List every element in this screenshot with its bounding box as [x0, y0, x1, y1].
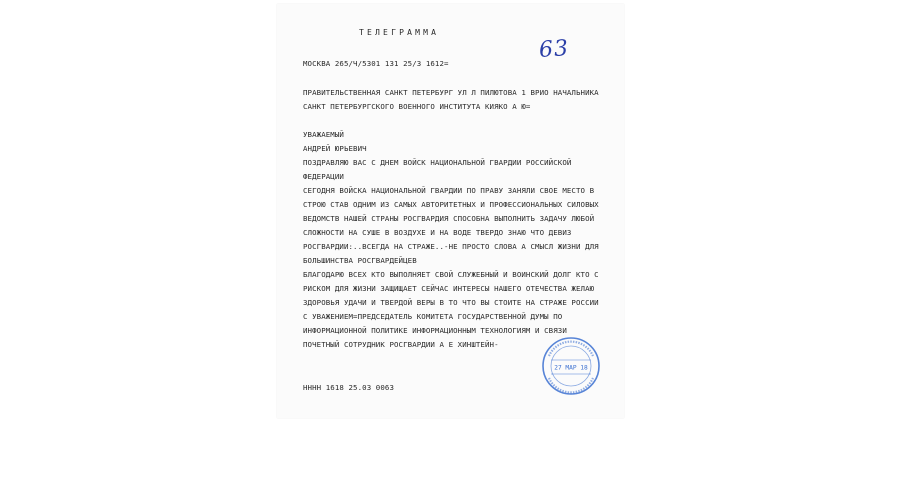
body-line: ПОЗДРАВЛЯЮ ВАС С ДНЕМ ВОЙСК НАЦИОНАЛЬНОЙ ГВАРДИИ РОССИЙСКОЙ	[303, 158, 572, 167]
body-line: ВЕДОМСТВ НАШЕЙ СТРАНЫ РОСГВАРДИЯ СПОСОБНА ВЫПОЛНИТЬ ЗАДАЧУ ЛЮБОЙ	[303, 214, 595, 223]
stamp-date: 27 МАР 18	[554, 364, 588, 372]
body-line: С УВАЖЕНИЕМ=ПРЕДСЕДАТЕЛЬ КОМИТЕТА ГОСУДАРСТВЕННОЙ ДУМЫ ПО	[303, 312, 563, 321]
document-title: ТЕЛЕГРАММА	[359, 28, 440, 37]
body-line: ЗДОРОВЬЯ УДАЧИ И ТВЕРДОЙ ВЕРЫ В ТО ЧТО ВЫ СТОИТЕ НА СТРАЖЕ РОССИИ	[303, 298, 599, 307]
body-line: ПОЧЕТНЫЙ СОТРУДНИК РОСГВАРДИИ А Е ХИНШТЕЙН-	[303, 340, 499, 349]
footer-line: НННН 1618 25.03 0063	[303, 383, 394, 392]
body-line: РОСГВАРДИИ:..ВСЕГДА НА СТРАЖЕ..-НЕ ПРОСТО СЛОВА А СМЫСЛ ЖИЗНИ ДЛЯ	[303, 242, 599, 251]
body-line: БОЛЬШИНСТВА РОСГВАРДЕЙЦЕВ	[303, 256, 417, 265]
addressee: АНДРЕЙ ЮРЬЕВИЧ	[303, 144, 367, 153]
body-line: СТРОЮ СТАВ ОДНИМ ИЗ САМЫХ АВТОРИТЕТНЫХ И ПРОФЕССИОНАЛЬНЫХ СИЛОВЫХ	[303, 200, 599, 209]
body-line: СЛОЖНОСТИ НА СУШЕ В ВОЗДУХЕ И НА ВОДЕ ТВЕРДО ЗНАЮ ЧТО ДЕВИЗ	[303, 228, 572, 237]
body-line: БЛАГОДАРЮ ВСЕХ КТО ВЫПОЛНЯЕТ СВОЙ СЛУЖЕБНЫЙ И ВОИНСКИЙ ДОЛГ КТО С	[303, 270, 599, 279]
postal-stamp	[539, 334, 603, 398]
greeting: УВАЖАЕМЫЙ	[303, 130, 344, 139]
address-line: ПРАВИТЕЛЬСТВЕННАЯ САНКТ ПЕТЕРБУРГ УЛ Л ПИЛЮТОВА 1 ВРИО НАЧАЛЬНИКА	[303, 88, 599, 97]
body-line: ИНФОРМАЦИОННОЙ ПОЛИТИКЕ ИНФОРМАЦИОННЫМ ТЕХНОЛОГИЯМ И СВЯЗИ	[303, 326, 567, 335]
address-line: САНКТ ПЕТЕРБУРГСКОГО ВОЕННОГО ИНСТИТУТА КИЯКО А Ю=	[303, 102, 531, 111]
body-line: РИСКОМ ДЛЯ ЖИЗНИ ЗАЩИЩАЕТ СЕЙЧАС ИНТЕРЕСЫ НАШЕГО ОТЕЧЕСТВА ЖЕЛАЮ	[303, 284, 595, 293]
header-line: МОСКВА 265/Ч/5301 131 25/3 1612=	[303, 59, 449, 68]
body-line: ФЕДЕРАЦИИ	[303, 172, 344, 181]
telegram-sheet	[277, 4, 624, 418]
handwritten-number: 63	[538, 35, 570, 64]
body-line: СЕГОДНЯ ВОЙСКА НАЦИОНАЛЬНОЙ ГВАРДИИ ПО ПРАВУ ЗАНЯЛИ СВОЕ МЕСТО В	[303, 186, 595, 195]
